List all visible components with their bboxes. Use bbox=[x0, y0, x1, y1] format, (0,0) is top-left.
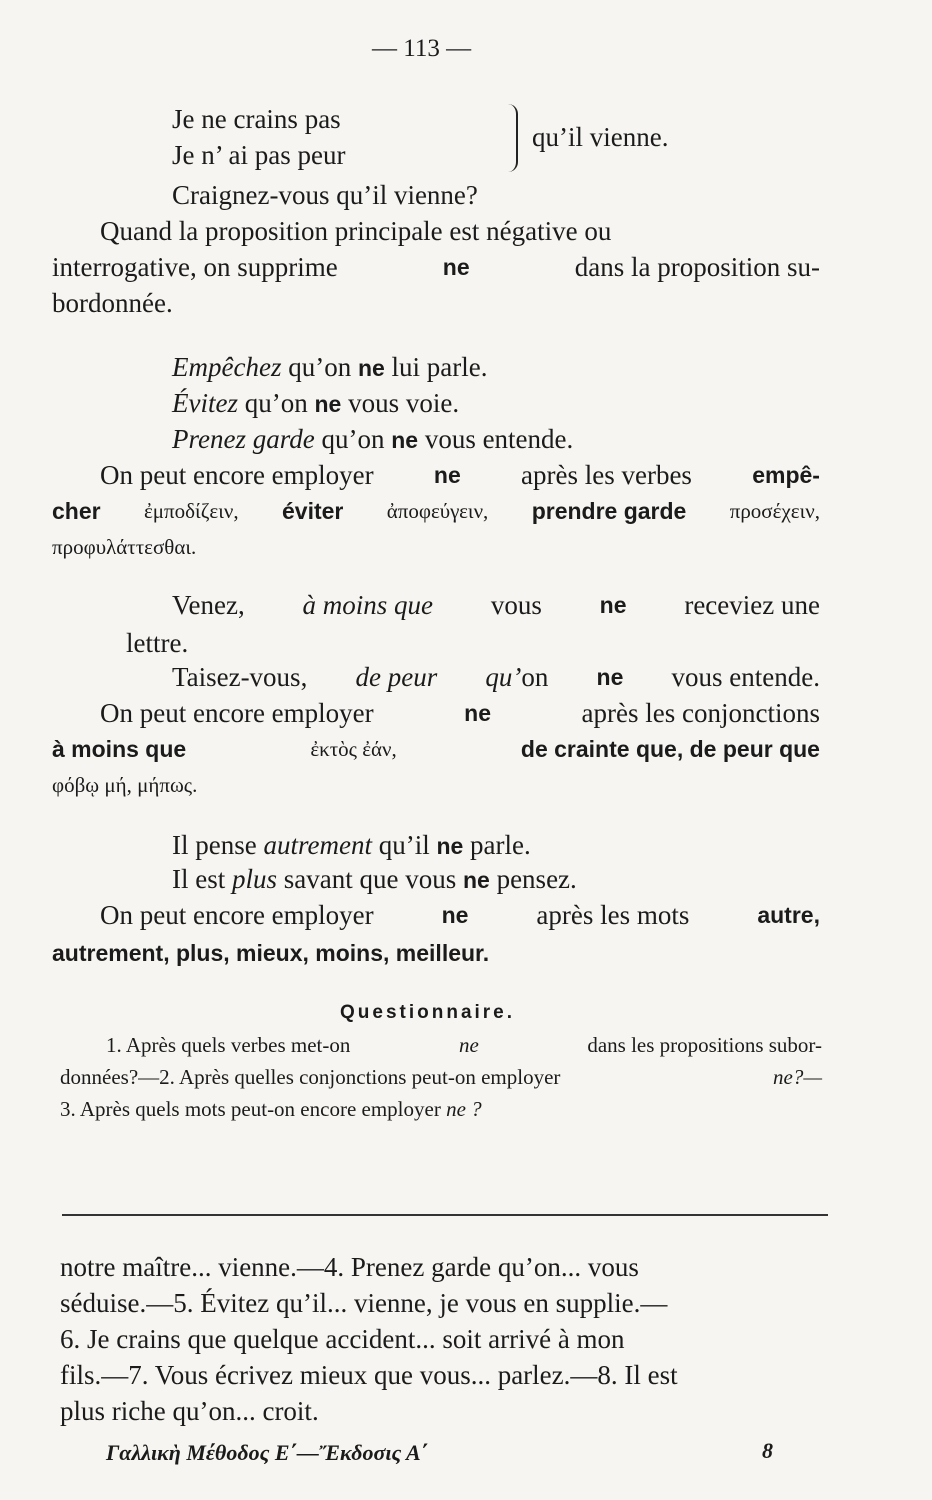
example-line bbox=[172, 386, 459, 421]
bold-ne: ne bbox=[436, 833, 464, 859]
exercise-text: 6. Je crains que quelque accident... soit arrivé à mon bbox=[60, 1324, 625, 1354]
question-text: données?—2. Après quelles conjonctions peut-on employer bbox=[60, 1065, 561, 1089]
rule-text: après les conjonctions bbox=[581, 698, 820, 728]
rule-line bbox=[52, 494, 820, 528]
example-line bbox=[172, 350, 488, 385]
example-text: parle. bbox=[470, 830, 531, 860]
bold-ne: ne bbox=[357, 355, 385, 381]
italic-conjunction: à moins que bbox=[302, 590, 434, 620]
example-line bbox=[172, 862, 577, 897]
rule-line bbox=[52, 250, 820, 284]
bold-ne: ne bbox=[442, 254, 470, 280]
bold-term: prendre garde bbox=[531, 498, 687, 524]
rule-line bbox=[100, 458, 820, 492]
curly-brace bbox=[506, 104, 518, 172]
example-text: lettre. bbox=[126, 628, 189, 658]
exercise-line bbox=[60, 1250, 826, 1284]
exercise-text: fils.—7. Vous écrivez mieux que vous... parlez.—8. Il est bbox=[60, 1360, 678, 1390]
italic-conjunction: qu’ bbox=[485, 662, 522, 692]
bold-ne: ne bbox=[464, 700, 492, 726]
question-text: 3. Après quels mots peut-on encore employer bbox=[60, 1097, 441, 1121]
bold-term: éviter bbox=[281, 498, 344, 524]
rule-text: Quand la proposition principale est négative ou bbox=[100, 216, 612, 246]
exercise-text: séduise.—5. Évitez qu’il... vienne, je vous en supplie.— bbox=[60, 1288, 668, 1318]
example-text: qu’on bbox=[244, 388, 308, 418]
question-line bbox=[60, 1094, 482, 1124]
horizontal-rule bbox=[62, 1214, 828, 1216]
rule-line bbox=[100, 214, 820, 248]
example-text: receviez une bbox=[684, 590, 820, 620]
example-text: Venez, bbox=[172, 590, 245, 620]
rule-text: interrogative, on supprime bbox=[52, 252, 338, 282]
example-text: vous entende. bbox=[424, 424, 574, 454]
italic-word: autrement bbox=[263, 830, 372, 860]
rule-text: bordonnée. bbox=[52, 288, 173, 318]
example-text: vous entende. bbox=[671, 662, 820, 692]
rule-text: On peut encore employer bbox=[100, 698, 374, 728]
bold-term: empê- bbox=[752, 462, 820, 488]
exercise-text: notre maître... vienne.—4. Prenez garde qu’on... vous bbox=[60, 1252, 639, 1282]
question-text: dans les propositions subor- bbox=[587, 1033, 822, 1057]
italic-word: ne ? bbox=[446, 1097, 482, 1121]
example-line bbox=[172, 422, 573, 457]
example-line bbox=[172, 660, 820, 694]
bold-ne: ne bbox=[391, 427, 419, 453]
example-text: Taisez-vous, bbox=[172, 662, 308, 692]
bold-term: cher bbox=[52, 498, 101, 524]
example-text: Il pense bbox=[172, 830, 257, 860]
questionnaire-title: Questionnaire. bbox=[340, 1002, 516, 1023]
bold-term: à moins que bbox=[52, 736, 187, 762]
greek-term: ἐμποδίζειν, bbox=[143, 499, 239, 523]
bold-term: autre, bbox=[757, 902, 820, 928]
bold-term: autrement, plus, mieux, moins, meilleur. bbox=[52, 940, 490, 966]
rule-text: On peut encore employer bbox=[100, 460, 374, 490]
greek-term: ἀποφεύγειν, bbox=[386, 499, 489, 523]
bold-ne: ne bbox=[433, 462, 461, 488]
bold-term: de crainte que, de peur que bbox=[520, 736, 820, 762]
rule-line bbox=[100, 696, 820, 730]
italic-verb: Prenez garde bbox=[172, 424, 315, 454]
rule-text: après les mots bbox=[536, 900, 690, 930]
italic-word: plus bbox=[232, 864, 278, 894]
bold-ne: ne bbox=[596, 664, 624, 690]
rule-text: On peut encore employer bbox=[100, 900, 374, 930]
example-text: Il est bbox=[172, 864, 226, 894]
italic-word: ne?— bbox=[773, 1065, 822, 1089]
example-line: Je ne crains pas bbox=[172, 104, 341, 134]
example-text: on bbox=[521, 662, 549, 692]
bold-ne: ne bbox=[314, 391, 342, 417]
bold-ne: ne bbox=[599, 592, 627, 618]
example-line: Craignez-vous qu’il vienne? bbox=[172, 180, 478, 210]
question-text: 1. Après quels verbes met-on bbox=[106, 1033, 351, 1057]
example-text: qu’il bbox=[378, 830, 430, 860]
example-text: qu’on bbox=[321, 424, 385, 454]
example-line: Je n’ ai pas peur bbox=[172, 140, 346, 170]
bold-ne: ne bbox=[462, 867, 490, 893]
example-line bbox=[172, 828, 531, 863]
rule-line bbox=[52, 732, 820, 766]
italic-verb: Empêchez bbox=[172, 352, 282, 382]
example-text: lui parle. bbox=[391, 352, 488, 382]
brace-text: qu’il vienne. bbox=[532, 122, 669, 152]
page-number: — 113 — bbox=[372, 35, 472, 62]
sheet-number: 8 bbox=[762, 1438, 773, 1463]
example-text: pensez. bbox=[496, 864, 577, 894]
question-line bbox=[106, 1030, 822, 1060]
example-text: vous bbox=[490, 590, 542, 620]
rule-text: dans la proposition su- bbox=[574, 252, 820, 282]
exercise-text: plus riche qu’on... croit. bbox=[60, 1396, 319, 1426]
greek-term: φόβῳ μή, μήπως. bbox=[52, 773, 198, 797]
rule-text: après les verbes bbox=[521, 460, 692, 490]
greek-term: προσέχειν, bbox=[729, 499, 820, 523]
greek-term: προφυλάττεσθαι. bbox=[52, 535, 197, 559]
greek-term: ἐκτὸς ἐάν, bbox=[310, 737, 397, 761]
italic-word: ne bbox=[458, 1033, 479, 1057]
example-text: vous voie. bbox=[348, 388, 460, 418]
example-text: qu’on bbox=[288, 352, 352, 382]
italic-verb: Évitez bbox=[172, 388, 238, 418]
example-line bbox=[172, 588, 820, 622]
example-text: savant que vous bbox=[283, 864, 457, 894]
italic-conjunction: de peur bbox=[355, 662, 438, 692]
footer-title: Γαλλικὴ Μέθοδος Ε΄—Ἔκδοσις Α΄ bbox=[106, 1440, 428, 1465]
question-line bbox=[60, 1062, 822, 1092]
rule-line bbox=[100, 898, 820, 932]
bold-ne: ne bbox=[441, 902, 469, 928]
